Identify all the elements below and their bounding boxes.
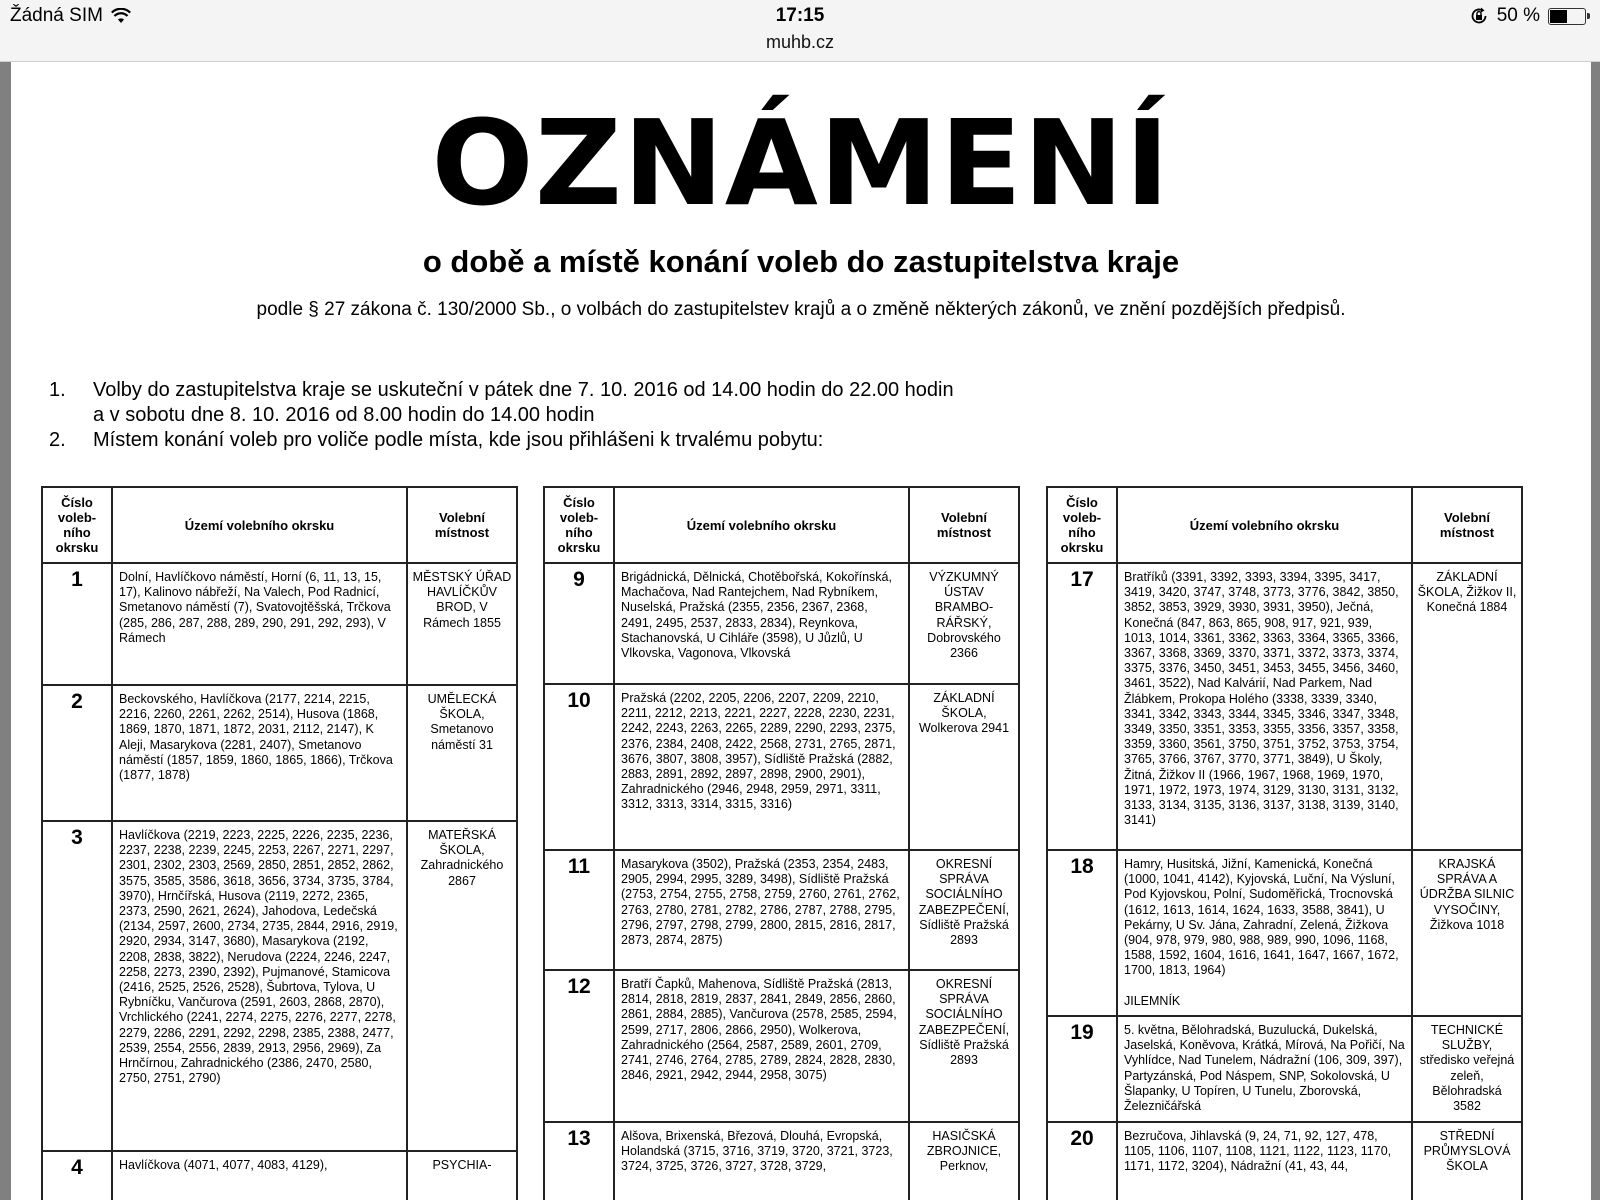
polling-room: OKRESNÍ SPRÁVA SOCIÁLNÍHO ZABEZPEČENÍ, Sídliště Pražská 2893 [909,850,1019,970]
district-area: Havlíčkova (2219, 2223, 2225, 2226, 2235, 2236, 2237, 2238, 2239, 2245, 2253, 2267, 2271, 2297, 2301, 2302, 2303, 2569, 2850, 2851, 2852, 2862, 3575, 3585, 3586, 3618, 3656, 3734, 3735, 3784, 3970), Hrnčířská, Husova (2119, 2272, 2365, 2373, 2590, 2621, 2624), Jahodova, Ledečská (2134, 2597, 2600, 2734, 2735, 2844, 2916, 2919, 2920, 2934, 3147, 3680), Masarykova (2192, 2208, 2838, 3822), Nerudova (2224, 2246, 2247, 2258, 2273, 2390, 2392), Pujmanové, Stamicova (2416, 2525, 2526, 2528), Šubrtova, Tylova, U Rybníčku, Vančurova (2591, 2603, 2868, 2870), Vrchlického (2241, 2274, 2275, 2276, 2277, 2278, 2279, 2286, 2291, 2292, 2298, 2385, 2388, 2477, 2539, 2554, 2556, 2839, 2913, 2956, 2969), Za Hrnčírnou, Zahradnického (2386, 2470, 2580, 2750, 2751, 2790) [119,828,398,1086]
district-number: 17 [1047,563,1117,850]
district-area-cell [1117,850,1412,1016]
header-polling-room: Volební místnost [909,487,1019,563]
table-row [544,1122,1019,1200]
district-area-cell [112,821,407,1151]
district-number: 11 [544,850,614,970]
rotation-lock-icon [1469,6,1489,26]
table-row [544,850,1019,970]
district-area-cell [1117,563,1412,850]
district-number: 20 [1047,1122,1117,1200]
table-row [42,563,517,685]
district-number: 3 [42,821,112,1151]
district-area: Bratříků (3391, 3392, 3393, 3394, 3395, 3417, 3419, 3420, 3747, 3748, 3773, 3776, 3842, 3850, 3852, 3853, 3929, 3930, 3931, 3950), Ječná, Konečná (847, 863, 865, 908, 917, 921, 939, 1013, 1014, 3361, 3362, 3363, 3364, 3365, 3366, 3367, 3368, 3369, 3370, 3371, 3372, 3373, 3374, 3375, 3376, 3450, 3451, 3453, 3455, 3456, 3460, 3461, 3522), Nad Kalvárií, Nad Parkem, Nad Žlábkem, Prokopa Holého (3338, 3339, 3340, 3341, 3342, 3343, 3344, 3345, 3346, 3347, 3348, 3349, 3350, 3351, 3353, 3355, 3356, 3357, 3358, 3359, 3360, 3561, 3750, 3751, 3752, 3753, 3754, 3765, 3766, 3767, 3770, 3771, 3849), U Školy, Žitná, Žižkov II (1966, 1967, 1968, 1969, 1970, 1971, 1972, 1973, 1974, 3129, 3130, 3131, 3132, 3133, 3134, 3135, 3136, 3137, 3138, 3139, 3140, 3141) [1124,570,1399,828]
district-area: Beckovského, Havlíčkova (2177, 2214, 2215, 2216, 2260, 2261, 2262, 2514), Husova (1868, 1869, 1870, 1871, 1872, 2031, 2112, 2147), K Aleji, Masarykova (2281, 2407), Smetanovo náměstí (1857, 1859, 1860, 1865, 1866), Trčkova (1877, 1878) [119,692,393,783]
district-area: Brigádnická, Dělnická, Chotěbořská, Kokořínská, Machačova, Nad Rantejchem, Nad Rybníkem, Nuselská, Pražská (2355, 2356, 2367, 2368, 2491, 2495, 2537, 2833, 2834), Reynkova, Stachanovská, U Cihláře (3598), U Jůzlů, U Vlkovska, Vagonova, Vlkovská [621,570,892,661]
district-number: 1 [42,563,112,685]
table-row [1047,563,1522,850]
district-number: 12 [544,970,614,1122]
district-number: 2 [42,685,112,821]
district-number: 9 [544,563,614,684]
polling-room: TECHNICKÉ SLUŽBY, středisko veřejná zeleň, Bělohradská 3582 [1412,1016,1522,1122]
polling-room: ZÁKLADNÍ ŠKOLA, Wolkerova 2941 [909,684,1019,850]
battery-percent: 50 % [1496,5,1540,26]
polling-room: VÝZKUMNÝ ÚSTAV BRAMBO-RÁŘSKÝ, Dobrovského 2366 [909,563,1019,684]
district-table-3 [1046,486,1523,1200]
district-area-cell [112,1151,407,1200]
table-row [42,821,517,1151]
point-text-line2: a v sobotu dne 8. 10. 2016 od 8.00 hodin do 14.00 hodin [93,404,595,426]
status-right-group [1469,5,1586,27]
district-number: 10 [544,684,614,850]
point-text-line1: Volby do zastupitelstva kraje se uskuteční v pátek dne 7. 10. 2016 od 14.00 hodin do 22.00 hodin [93,379,954,401]
table-header-row [42,487,517,563]
table-row [544,970,1019,1122]
district-area-cell [614,1122,909,1200]
point-1 [49,378,1013,428]
table-header-row [1047,487,1522,563]
status-bar [0,0,1600,62]
point-text [93,378,1013,428]
table-row [1047,850,1522,1016]
point-number: 1. [49,379,66,401]
table-row [544,563,1019,684]
point-text: Místem konání voleb pro voliče podle místa, kde jsou přihlášeni k trvalému pobytu: [93,429,824,451]
header-polling-room: Volební místnost [1412,487,1522,563]
table-row [544,684,1019,850]
district-area-cell [112,685,407,821]
district-area: Havlíčkova (4071, 4077, 4083, 4129), [119,1158,328,1172]
district-area-cell [614,970,909,1122]
district-table-1 [41,486,518,1200]
header-polling-room: Volební místnost [407,487,517,563]
point-2 [49,428,1013,453]
polling-room: STŘEDNÍ PRŮMYSLOVÁ ŠKOLA [1412,1122,1522,1200]
point-number: 2. [49,429,66,451]
polling-room: MATEŘSKÁ ŠKOLA, Zahradnického 2867 [407,821,517,1151]
district-number: 13 [544,1122,614,1200]
district-area: Dolní, Havlíčkovo náměstí, Horní (6, 11, 13, 15, 17), Kalinovo nábřeží, Na Valech, Pod Radnicí, Smetanovo náměstí (7), Svatovojtěšská, Trčkova (285, 286, 287, 288, 289, 290, 291, 292, 293), V Rámech [119,570,391,645]
polling-room: PSYCHIA- [407,1151,517,1200]
district-area-cell [614,563,909,684]
district-table-2 [543,486,1020,1200]
district-area: 5. května, Bělohradská, Buzulucká, Dukelská, Jaselská, Koněvova, Krátká, Mírová, Na Pořičí, Na Vyhlídce, Nad Tunelem, Nádražní (106, 309, 397), Partyzánská, Pod Náspem, SNP, Sokolovská, U Šlapanky, U Topíren, U Tunelu, Zborovská, Železničářská [1124,1023,1405,1114]
clock: 17:15 [775,5,825,26]
carrier-label: Žádná SIM [10,5,103,26]
district-number: 18 [1047,850,1117,1016]
page-edge-left [0,62,11,1200]
table-row [42,1151,517,1200]
district-area-extra: JILEMNÍK [1124,993,1181,1008]
polling-room: HASIČSKÁ ZBROJNICE, Perknov, [909,1122,1019,1200]
district-area: Masarykova (3502), Pražská (2353, 2354, 2483, 2905, 2994, 2995, 3289, 3498), Sídliště Pražská (2753, 2754, 2755, 2758, 2759, 2760, 2761, 2762, 2763, 2780, 2781, 2782, 2786, 2787, 2788, 2795, 2796, 2797, 2798, 2799, 2800, 2815, 2816, 2817, 2873, 2874, 2875) [621,857,900,948]
district-area-cell [1117,1016,1412,1122]
polling-room: ZÁKLADNÍ ŠKOLA, Žižkov II, Konečná 1884 [1412,563,1522,850]
district-area: Hamry, Husitská, Jižní, Kamenická, Konečná (1000, 1041, 4142), Kyjovská, Luční, Na Výsluní, Pod Kyjovskou, Polní, Sudoměřická, Trocnovská (1612, 1613, 1614, 1624, 1633, 3588, 3841), U Pekárny, U Sv. Jána, Zahradní, Zelená, Žižkova (904, 978, 979, 980, 988, 989, 990, 1096, 1168, 1588, 1592, 1604, 1616, 1641, 1647, 1667, 1672, 1700, 1813, 1964) [1124,857,1399,978]
header-district-number: Číslo voleb-ního okrsku [1047,487,1117,563]
table-row [42,685,517,821]
polling-room: OKRESNÍ SPRÁVA SOCIÁLNÍHO ZABEZPEČENÍ, Sídliště Pražská 2893 [909,970,1019,1122]
header-district-area: Území volebního okrsku [614,487,909,563]
polling-room: UMĚLECKÁ ŠKOLA, Smetanovo náměstí 31 [407,685,517,821]
document-title: OZNÁMENÍ [431,94,1171,232]
table-row [1047,1122,1522,1200]
battery-fill [1550,10,1567,23]
polling-room: KRAJSKÁ SPRÁVA A ÚDRŽBA SILNIC VYSOČINY, Žižkova 1018 [1412,850,1522,1016]
page-edge-right [1591,62,1600,1200]
header-district-area: Území volebního okrsku [112,487,407,563]
table-header-row [544,487,1019,563]
district-area-cell [1117,1122,1412,1200]
district-area: Bratří Čapků, Mahenova, Sídliště Pražská (2813, 2814, 2818, 2819, 2837, 2841, 2849, 2856, 2860, 2861, 2884, 2885), Vančurova (2578, 2585, 2594, 2599, 2717, 2806, 2866, 2950), Wolkerova, Zahradnického (2564, 2587, 2589, 2601, 2709, 2741, 2746, 2764, 2785, 2789, 2824, 2828, 2830, 2846, 2921, 2942, 2944, 2958, 3075) [621,977,897,1083]
district-number: 19 [1047,1016,1117,1122]
legal-basis: podle § 27 zákona č. 130/2000 Sb., o volbách do zastupitelstev krajů a o změně některých zákonů, ve znění pozdějších předpisů. [256,299,1346,320]
polling-room: MĚSTSKÝ ÚŘAD HAVLÍČKŮV BROD, V Rámech 1855 [407,563,517,685]
district-area-cell [112,563,407,685]
district-area: Pražská (2202, 2205, 2206, 2207, 2209, 2210, 2211, 2212, 2213, 2221, 2227, 2228, 2230, 2231, 2242, 2243, 2263, 2265, 2289, 2290, 2293, 2375, 2376, 2384, 2408, 2422, 2568, 2731, 2765, 2871, 3676, 3807, 3808, 3957), Sídliště Pražská (2882, 2883, 2891, 2892, 2897, 2898, 2900, 2901), Zahradnického (2946, 2948, 2959, 2971, 3311, 3312, 3313, 3314, 3315, 3316) [621,691,896,812]
address-bar-url[interactable]: muhb.cz [765,32,835,52]
spacer [1124,979,1405,994]
battery-icon [1548,8,1586,25]
table-row [1047,1016,1522,1122]
district-number: 4 [42,1151,112,1200]
district-area-cell [614,850,909,970]
district-area: Bezručova, Jihlavská (9, 24, 71, 92, 127, 478, 1105, 1106, 1107, 1108, 1121, 1122, 1123, 1170, 1171, 1172, 3204), Nádražní (41, 43, 44, [1124,1129,1392,1174]
document-subtitle: o době a místě konání voleb do zastupitelstva kraje [422,244,1180,279]
district-area: Alšova, Brixenská, Březová, Dlouhá, Evropská, Holandská (3715, 3716, 3719, 3720, 3721, 3723, 3724, 3725, 3726, 3727, 3728, 3729, [621,1129,893,1174]
header-district-number: Číslo voleb-ního okrsku [544,487,614,563]
document-page [11,62,1591,1200]
numbered-points [49,378,1013,453]
header-district-area: Území volebního okrsku [1117,487,1412,563]
header-district-number: Číslo voleb-ního okrsku [42,487,112,563]
district-area-cell [614,684,909,850]
